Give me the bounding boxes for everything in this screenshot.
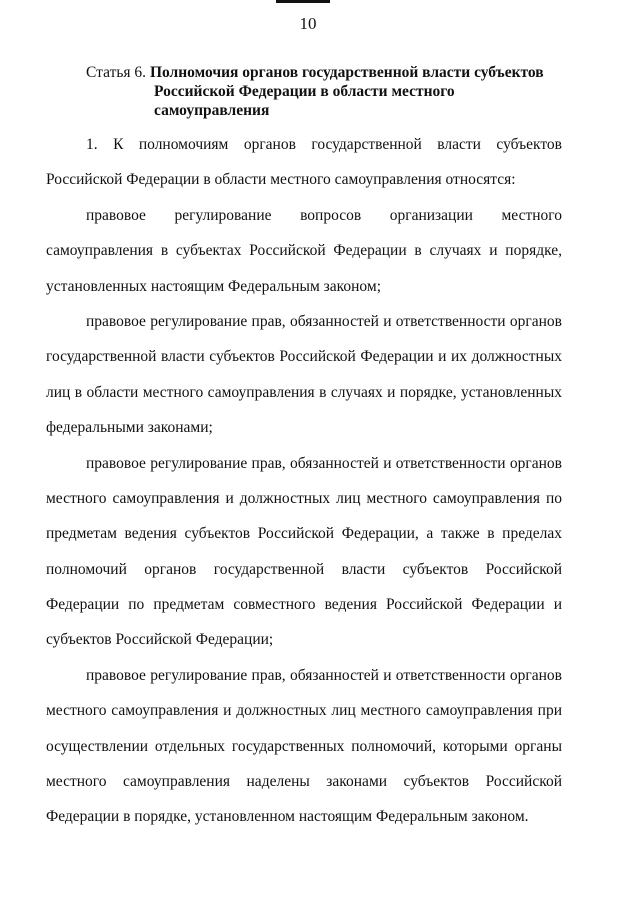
paragraph-line: лиц в области местного самоуправления в случаях и порядке, установленных — [46, 383, 562, 401]
paragraph-4 — [46, 446, 562, 658]
paragraph-line: Федерации по предметам совместного ведения Российской Федерации и — [46, 596, 562, 614]
paragraph-line: местного самоуправления и должностных лиц местного самоуправления по — [46, 489, 562, 507]
paragraph-line: Российской Федерации в области местного самоуправления относятся: — [46, 171, 516, 189]
paragraph-line: полномочий органов государственной власти субъектов Российской — [46, 560, 562, 578]
paragraph-line: предметам ведения субъектов Российской Федерации, а также в пределах — [46, 525, 562, 543]
article-title-line: Российской Федерации в области местного — [154, 83, 455, 100]
paragraph-2 — [46, 198, 562, 304]
paragraph-line: установленных настоящим Федеральным законом; — [46, 277, 382, 295]
paragraph-line: местного самоуправления и должностных лиц местного самоуправления при — [46, 702, 562, 720]
paragraph-line: правовое регулирование прав, обязанностей и ответственности органов — [86, 312, 562, 330]
top-edge-mark — [276, 0, 330, 3]
paragraph-line: субъектов Российской Федерации; — [46, 631, 274, 649]
paragraph-line: федеральными законами; — [46, 419, 213, 437]
paragraph-line: правовое регулирование вопросов организации местного — [86, 206, 562, 224]
article-heading — [86, 63, 566, 120]
paragraph-line: Федерации в порядке, установленном настоящим Федеральным законом. — [46, 808, 529, 826]
paragraph-5 — [46, 658, 562, 835]
article-title-line: самоуправления — [154, 102, 270, 119]
paragraph-line: самоуправления в субъектах Российской Федерации в случаях и порядке, — [46, 242, 562, 260]
article-title-line: Полномочия органов государственной власти субъектов — [149, 64, 544, 81]
page-number: 10 — [299, 14, 317, 33]
paragraph-1 — [46, 127, 562, 198]
article-number: Статья 6. — [86, 64, 147, 81]
paragraph-line: 1. К полномочиям органов государственной власти субъектов — [86, 136, 562, 153]
paragraph-line: осуществлении отдельных государственных полномочий, которыми органы — [46, 737, 562, 755]
article-body — [46, 127, 562, 835]
paragraph-line: государственной власти субъектов Российской Федерации и их должностных — [46, 348, 562, 366]
paragraph-line: местного самоуправления наделены законами субъектов Российской — [46, 773, 562, 791]
paragraph-3 — [46, 304, 562, 446]
paragraph-line: правовое регулирование прав, обязанностей и ответственности органов — [86, 666, 562, 684]
paragraph-line: правовое регулирование прав, обязанностей и ответственности органов — [86, 454, 562, 472]
article-title — [86, 64, 566, 120]
